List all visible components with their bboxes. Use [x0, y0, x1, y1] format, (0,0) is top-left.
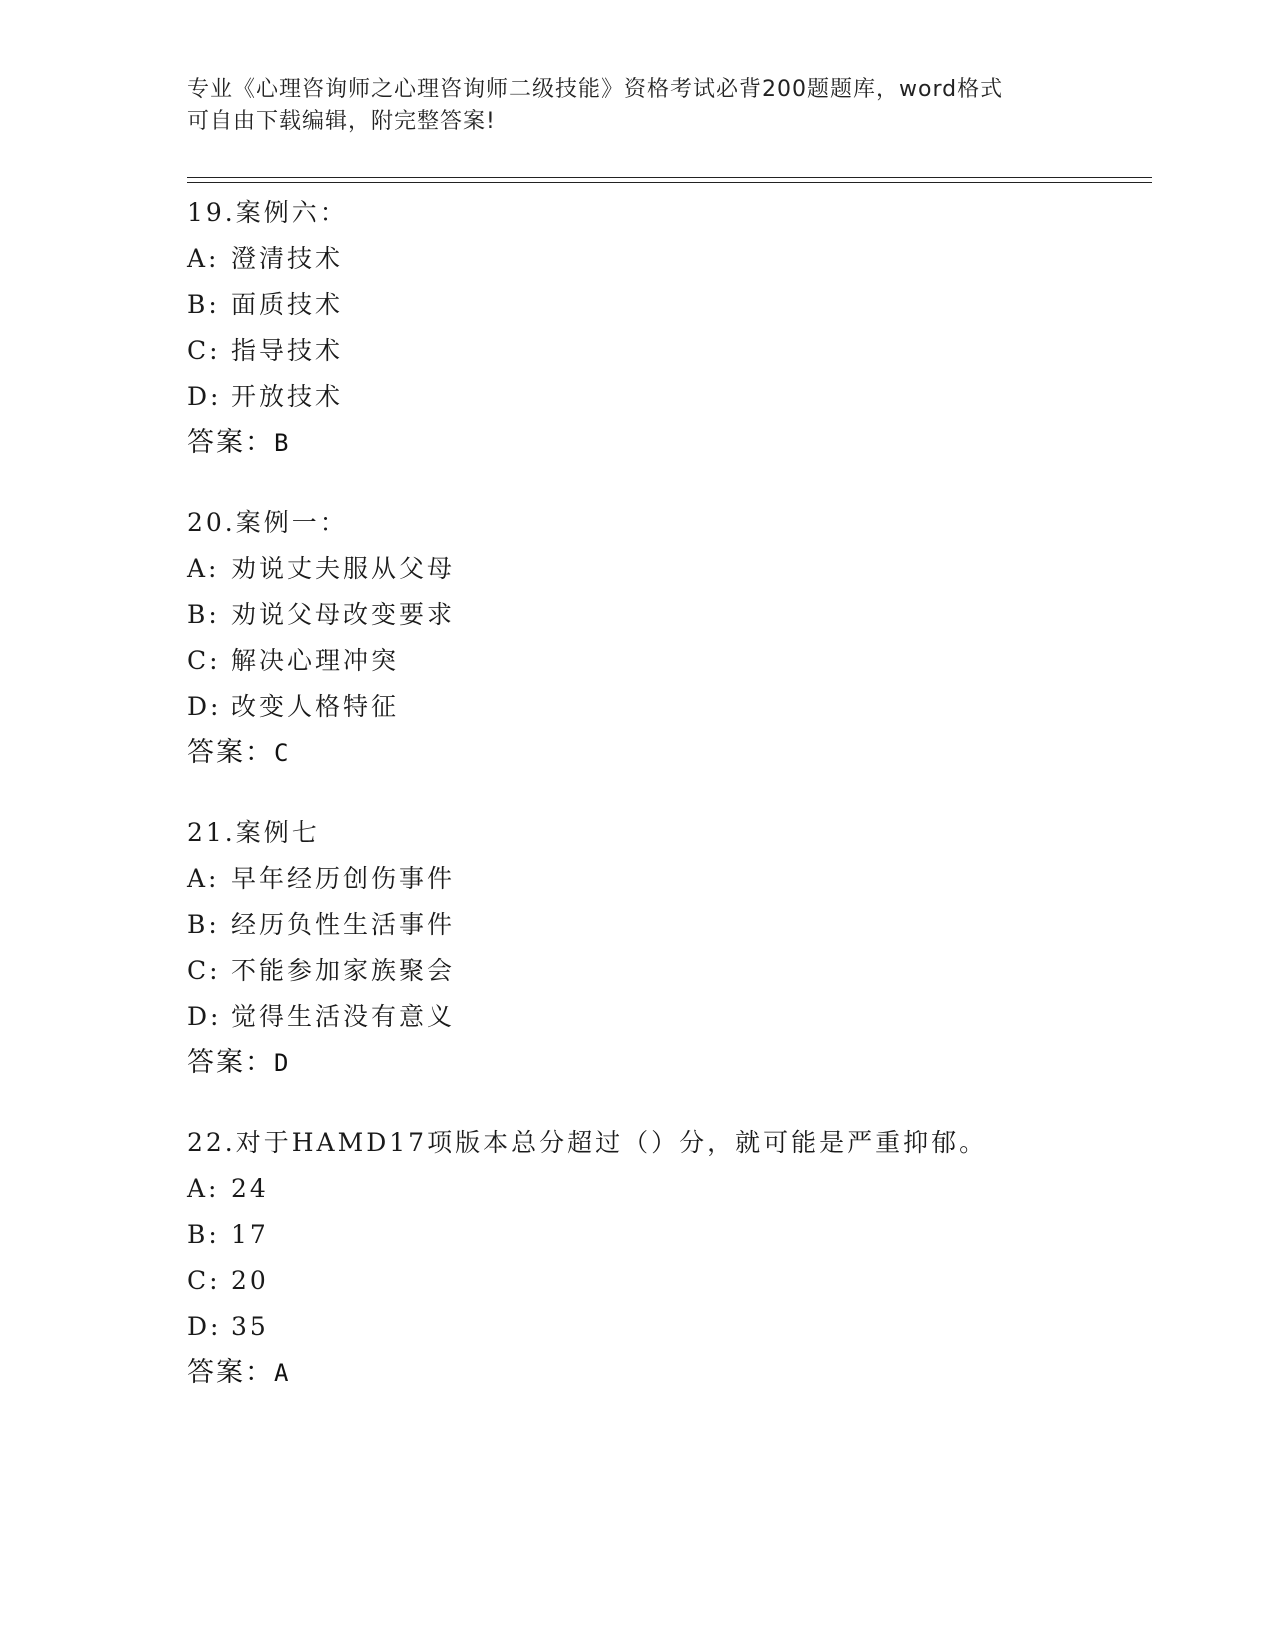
option-text: 解决心理冲突	[231, 646, 400, 675]
option-letter: A:	[187, 244, 220, 273]
option-letter: D:	[187, 1312, 222, 1341]
answer-value: A	[274, 1359, 291, 1387]
header-title-line-1: 专业《心理咨询师之心理咨询师二级技能》资格考试必背200题题库，word格式	[187, 77, 1004, 102]
option-letter: D:	[187, 1002, 222, 1031]
option-text: 觉得生活没有意义	[231, 1002, 456, 1031]
option-letter: D:	[187, 692, 222, 721]
option-letter: C:	[187, 1266, 221, 1295]
option-text: 经历负性生活事件	[231, 910, 456, 939]
option-text: 不能参加家族聚会	[231, 956, 456, 985]
answer-line	[187, 730, 1147, 776]
option-a	[187, 1166, 1147, 1212]
document-header	[187, 74, 1087, 138]
option-d	[187, 1304, 1147, 1350]
option-c	[187, 638, 1147, 684]
option-letter: A:	[187, 1174, 220, 1203]
question-stem: 21.案例七	[187, 818, 320, 847]
option-letter: C:	[187, 956, 221, 985]
option-a	[187, 236, 1147, 282]
option-a	[187, 546, 1147, 592]
option-letter: C:	[187, 336, 221, 365]
answer-label: 答案：	[187, 1047, 274, 1078]
option-text: 改变人格特征	[231, 692, 400, 721]
answer-value: B	[274, 429, 291, 457]
option-text: 劝说父母改变要求	[231, 600, 456, 629]
answer-line	[187, 1350, 1147, 1396]
option-d	[187, 994, 1147, 1040]
option-a	[187, 856, 1147, 902]
option-b	[187, 902, 1147, 948]
option-c	[187, 1258, 1147, 1304]
option-b	[187, 282, 1147, 328]
option-c	[187, 948, 1147, 994]
question-stem: 19.案例六：	[187, 198, 348, 227]
option-text: 35	[231, 1312, 269, 1341]
header-divider-top	[187, 177, 1152, 178]
option-text: 开放技术	[231, 382, 344, 411]
option-b	[187, 592, 1147, 638]
option-c	[187, 328, 1147, 374]
option-letter: A:	[187, 554, 220, 583]
header-title-line-2: 可自由下载编辑，附完整答案!	[187, 109, 496, 134]
option-text: 早年经历创伤事件	[231, 864, 456, 893]
option-text: 20	[231, 1266, 269, 1295]
option-letter: B:	[187, 910, 220, 939]
option-b	[187, 1212, 1147, 1258]
question-19	[187, 190, 1147, 466]
option-text: 指导技术	[231, 336, 344, 365]
option-text: 澄清技术	[231, 244, 344, 273]
answer-label: 答案：	[187, 737, 274, 768]
option-text: 17	[231, 1220, 269, 1249]
answer-value: C	[274, 739, 291, 767]
answer-line	[187, 1040, 1147, 1086]
answer-line	[187, 420, 1147, 466]
option-text: 劝说丈夫服从父母	[231, 554, 456, 583]
question-list	[187, 190, 1147, 1430]
answer-label: 答案：	[187, 427, 274, 458]
question-22	[187, 1120, 1147, 1396]
option-letter: D:	[187, 382, 222, 411]
option-letter: A:	[187, 864, 220, 893]
header-divider-bottom	[187, 182, 1152, 183]
answer-label: 答案：	[187, 1357, 274, 1388]
option-letter: C:	[187, 646, 221, 675]
option-d	[187, 374, 1147, 420]
question-stem: 22.对于HAMD17项版本总分超过（）分，就可能是严重抑郁。	[187, 1128, 988, 1157]
option-letter: B:	[187, 1220, 220, 1249]
option-letter: B:	[187, 290, 220, 319]
answer-value: D	[274, 1049, 291, 1077]
option-d	[187, 684, 1147, 730]
option-text: 面质技术	[231, 290, 344, 319]
question-stem: 20.案例一：	[187, 508, 348, 537]
option-letter: B:	[187, 600, 220, 629]
option-text: 24	[231, 1174, 269, 1203]
question-20	[187, 500, 1147, 776]
question-21	[187, 810, 1147, 1086]
